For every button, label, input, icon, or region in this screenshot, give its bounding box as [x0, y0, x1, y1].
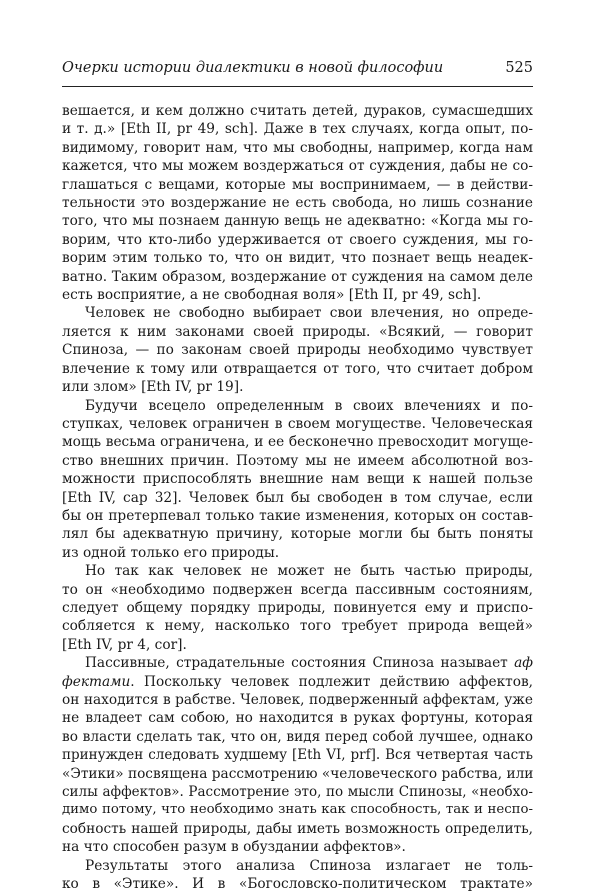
text-line: того, что мы познаем данную вещь не адекватно: «Когда мы го- — [62, 213, 533, 230]
emphasis-term: фектами — [62, 673, 131, 690]
text-line: лял бы адекватную причину, которые могли бы быть поняты — [62, 526, 533, 543]
text-line: бы он претерпевал только такие изменения, которых он состав- — [62, 507, 533, 524]
text-line: видимому, говорит нам, что мы свободны, например, когда нам — [62, 139, 533, 156]
text-line: кажется, что мы можем воздержаться от суждения, дабы не со- — [62, 158, 533, 175]
text-line: силы аффектов». Рассмотрение это, по мысли Спинозы, «необхо- — [62, 784, 533, 801]
text-line: или злом» [Eth IV, pr 19]. — [62, 379, 244, 396]
text-line: ворим, что кто-либо удерживается от своего суждения, мы го- — [62, 231, 533, 248]
text-line: ступках, человек ограничен в своем могуществе. Человеческая — [62, 415, 533, 432]
running-header — [62, 60, 533, 76]
header-rule — [62, 86, 533, 87]
text-line: во власти сделать так, что он, видя перед собой лучшее, однако — [62, 728, 533, 745]
text-line: мощь весьма ограничена, и ее бесконечно превосходит могуще- — [62, 434, 533, 451]
text-line: ство внешних причин. Поэтому мы не имеем абсолютной воз- — [62, 452, 533, 469]
text-line: влечение к тому или отвращается от того, что считает добром — [62, 360, 533, 377]
text-line: ворим этим только то, что он видит, что познает вещь неадек- — [62, 250, 533, 267]
text-line: то он «необходимо подвержен всегда пассивным состояниям, — [62, 581, 533, 598]
text-line: не владеет сам собою, но находится в руках фортуны, которая — [62, 710, 533, 727]
text-line — [62, 673, 533, 691]
text-line: он находится в рабстве. Человек, подверженный аффектам, уже — [62, 692, 533, 708]
text-line — [62, 654, 533, 672]
text-line: Будучи всецело определенным в своих влечениях и по- — [85, 397, 533, 414]
running-title: Очерки истории диалектики в новой философии — [62, 60, 444, 76]
text-line: ко в «Этике». И в «Богословско-политическом трактате» — [62, 876, 533, 893]
text-line: собляется к нему, насколько того требует природа вещей» — [62, 618, 533, 635]
text-line: Результаты этого анализа Спиноза излагает не толь- — [85, 857, 533, 874]
text-line: из одной только его природы. — [62, 544, 280, 561]
text-line: принужден следовать худшему [Eth VI, prf]. Вся четвертая часть — [62, 747, 533, 764]
body-text — [62, 102, 533, 893]
text-line: ляется к ним законами своей природы. «Всякий, — говорит — [62, 323, 533, 340]
text-line: Но так как человек не может не быть частью природы, — [85, 563, 533, 580]
text-line: собность нашей природы, дабы иметь возможность определить, — [62, 820, 533, 837]
text-line: глашаться с вещами, которые мы воспринимаем, — в действи- — [62, 176, 533, 193]
text-line: и т. д.» [Eth II, pr 49, sch]. Даже в тех случаях, когда опыт, по- — [62, 121, 533, 138]
text-line: тельности это воздержание не есть свобода, но лишь сознание — [62, 195, 533, 212]
text-line: димо потому, что необходимо знать как способность, так и неспо- — [62, 802, 533, 818]
text-run: Пассивные, страдательные состояния Спиноза называет — [85, 655, 515, 672]
text-line: вешается, и кем должно считать детей, дураков, сумасшедших — [62, 103, 533, 119]
text-line: можности приспособлять внешние нам вещи к нашей пользе — [62, 471, 533, 488]
text-run: . Поскольку человек подлежит действию аффектов, — [130, 673, 533, 690]
text-line: [Eth IV, pr 4, cor]. — [62, 636, 187, 653]
page-number: 525 — [505, 60, 533, 76]
text-line: «Этики» посвящена рассмотрению «человеческого рабства, или — [62, 765, 534, 782]
text-line: ватно. Таким образом, воздержание от суждения на самом деле — [62, 268, 533, 285]
text-line: Спиноза, — по законам своей природы необходимо чувствует — [62, 342, 533, 359]
text-line: есть восприятие, а не свободная воля» [Eth II, pr 49, sch]. — [62, 287, 482, 304]
text-line: следует общему порядку природы, повинуется ему и приспо- — [62, 599, 533, 616]
text-line: Человек не свободно выбирает свои влечения, но опреде- — [85, 305, 533, 322]
text-line: на что способен разум в обуздании аффектов». — [62, 839, 406, 856]
text-line: [Eth IV, cap 32]. Человек был бы свободен в том случае, если — [62, 489, 533, 506]
emphasis-term: аф — [514, 655, 533, 672]
